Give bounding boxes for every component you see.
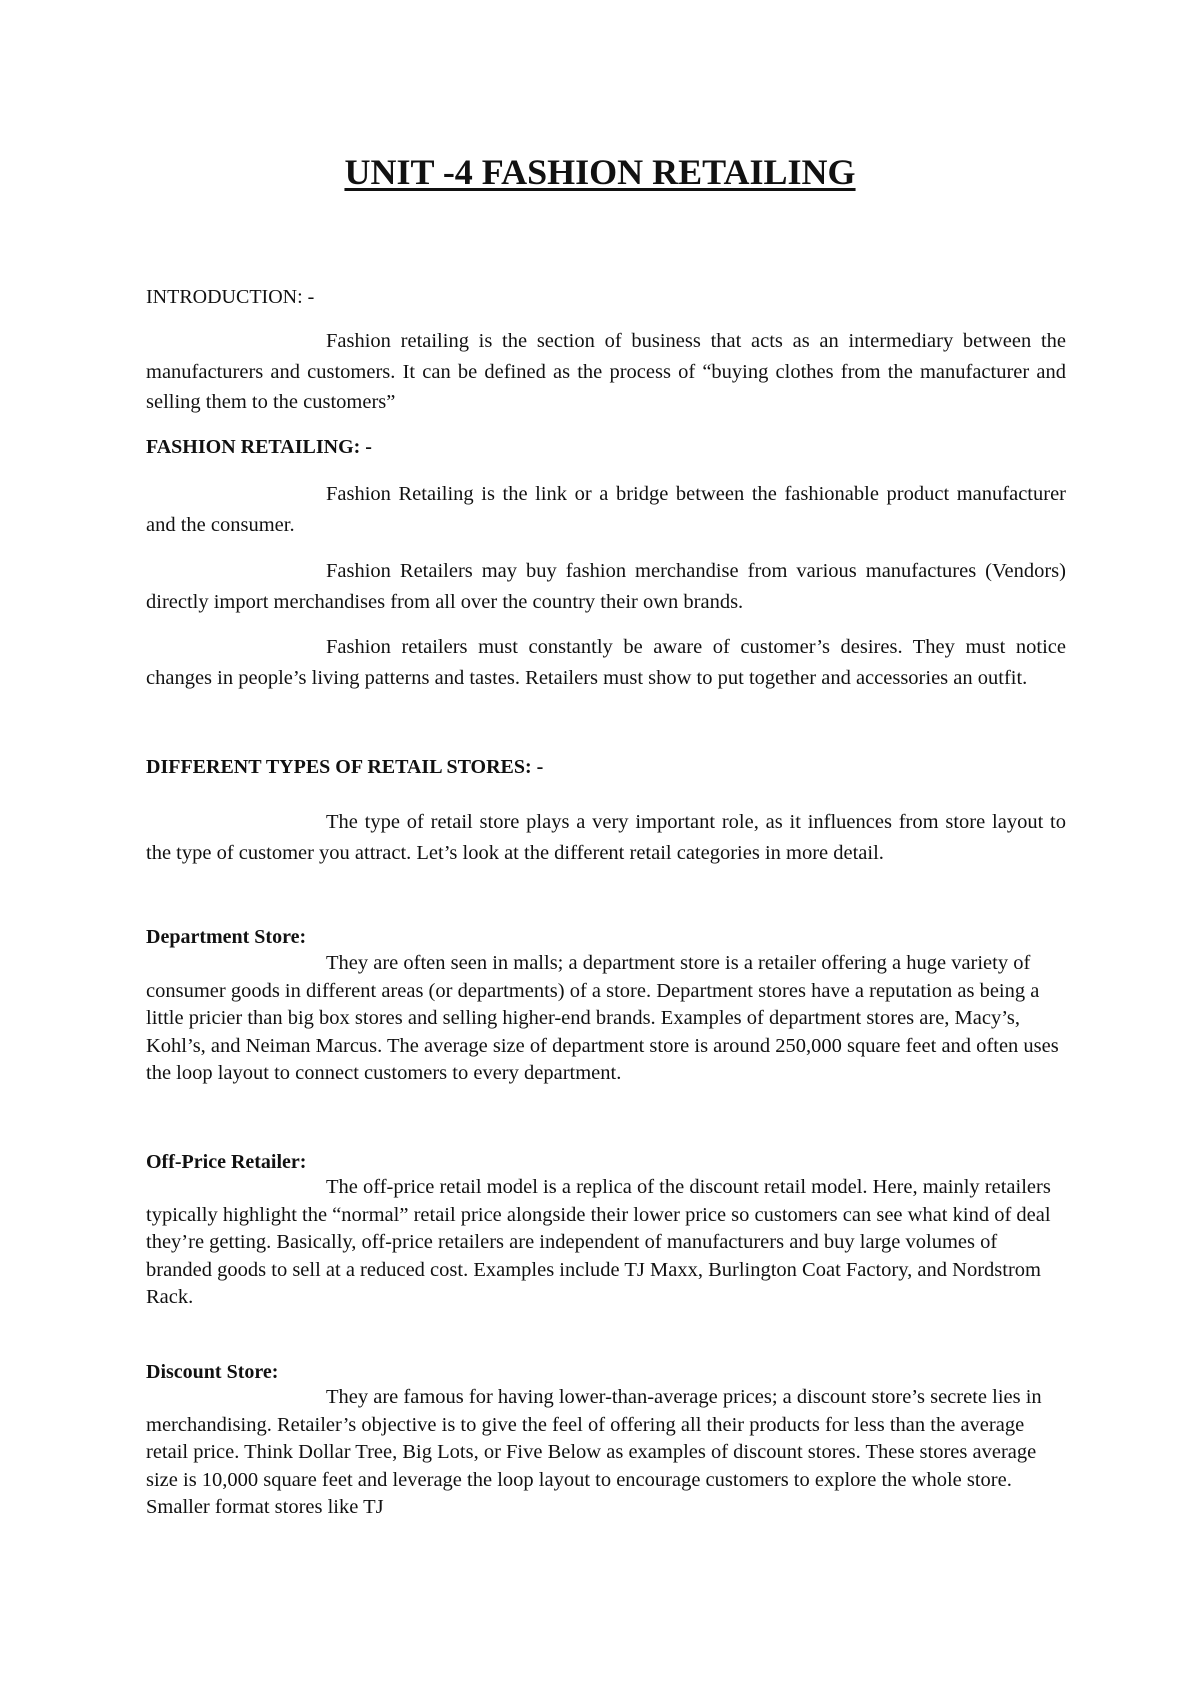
- paragraph-fashion-retailing-2: Fashion Retailers may buy fashion merchandise from various manufactures (Vendors) directly import merchandises from all over the country their own brands.: [146, 560, 1066, 613]
- paragraph-fashion-retailing-1: Fashion Retailing is the link or a bridge between the fashionable product manufacturer and the consumer.: [146, 483, 1066, 536]
- paragraph-fashion-retailing-3: Fashion retailers must constantly be aware of customer’s desires. They must notice changes in people’s living patterns and tastes. Retailers must show to put together and accessories an outfit.: [146, 636, 1066, 689]
- paragraph-introduction: Fashion retailing is the section of business that acts as an intermediary between the manufacturers and customers. It can be defined as the process of “buying clothes from the manufacturer and selling them to the customers”: [146, 330, 1066, 413]
- page-title: UNIT -4 FASHION RETAILING: [344, 152, 856, 192]
- section-heading-fashion-retailing: FASHION RETAILING: -: [146, 436, 372, 458]
- paragraph-department-store: They are often seen in malls; a department store is a retailer offering a huge variety of consumer goods in different areas (or departments) of a store. Department stores have a reputation as being a little pricier than big box stores and selling higher-end brands. Examples of department stores are, Macy’s, Kohl’s, and Neiman Marcus. The average size of department store is around 250,000 square feet and often uses the loop layout to connect customers to every department.: [146, 952, 1059, 1084]
- section-heading-department-store: Department Store:: [146, 926, 307, 948]
- section-heading-off-price-retailer: Off-Price Retailer:: [146, 1151, 307, 1173]
- paragraph-discount-store: They are famous for having lower-than-average prices; a discount store’s secrete lies in merchandising. Retailer’s objective is to give the feel of offering all their products for less than the average retail price. Think Dollar Tree, Big Lots, or Five Below as examples of discount stores. These stores average size is 10,000 square feet and leverage the loop layout to encourage customers to explore the whole store. Smaller format stores like TJ: [146, 1386, 1042, 1518]
- paragraph-retail-store-types: The type of retail store plays a very important role, as it influences from store layout to the type of customer you attract. Let’s look at the different retail categories in more detail.: [146, 811, 1066, 864]
- section-heading-discount-store: Discount Store:: [146, 1361, 279, 1383]
- section-heading-retail-store-types: DIFFERENT TYPES OF RETAIL STORES: -: [146, 756, 544, 778]
- paragraph-off-price-retailer: The off-price retail model is a replica of the discount retail model. Here, mainly retailers typically highlight the “normal” retail price alongside their lower price so customers can see what kind of deal they’re getting. Basically, off-price retailers are independent of manufacturers and buy large volumes of branded goods to sell at a reduced cost. Examples include TJ Maxx, Burlington Coat Factory, and Nordstrom Rack.: [146, 1176, 1051, 1308]
- section-heading-introduction: INTRODUCTION: -: [146, 286, 315, 308]
